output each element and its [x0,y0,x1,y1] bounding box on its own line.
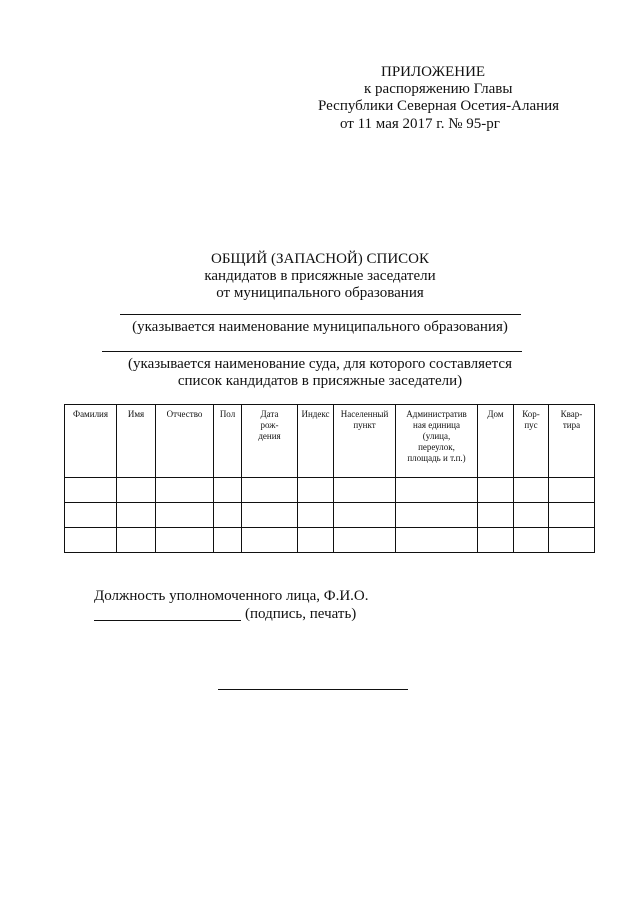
header-cell-name: Имя [117,405,156,478]
table-cell [242,478,298,503]
table-cell [396,503,478,528]
header-cell-patronymic: Отчество [156,405,214,478]
appendix-line-1: к распоряжению Главы [364,81,513,97]
document-subtitle-1: кандидатов в присяжные заседатели [204,268,436,284]
header-cell-postcode: Индекс [298,405,334,478]
appendix-title: ПРИЛОЖЕНИЕ [381,64,486,80]
appendix-line-3: от 11 мая 2017 г. № 95-рг [340,116,500,132]
table-header-row [65,405,595,478]
table-cell [514,528,549,553]
header-cell-locality: Населенный пункт [334,405,396,478]
table-cell [549,478,595,503]
table-row [65,503,595,528]
table-cell [334,503,396,528]
table-cell [65,478,117,503]
table-row [65,528,595,553]
table-cell [298,528,334,553]
position-label: Должность уполномоченного лица, Ф.И.О. [94,588,369,604]
header-cell-sex: Пол [214,405,242,478]
table-cell [334,478,396,503]
table-cell [478,478,514,503]
table-cell [214,503,242,528]
table-row [65,478,595,503]
table-cell [156,503,214,528]
table-cell [117,478,156,503]
table-cell [65,528,117,553]
table-cell [478,503,514,528]
table-cell [514,478,549,503]
table-cell [214,528,242,553]
table-cell [156,528,214,553]
table-cell [334,528,396,553]
appendix-line-2: Республики Северная Осетия-Алания [318,98,560,114]
header-cell-house: Дом [478,405,514,478]
signature-label: (подпись, печать) [245,606,357,622]
table-cell [549,528,595,553]
document-title: ОБЩИЙ (ЗАПАСНОЙ) СПИСОК [210,251,429,267]
table-cell [65,503,117,528]
table-cell [156,478,214,503]
court-note-2: список кандидатов в присяжные заседатели) [177,373,463,389]
header-cell-admin-unit: Административ ная единица (улица, переулок, площадь и т.п.) [396,405,478,478]
table-cell [514,503,549,528]
table-cell [298,503,334,528]
table-cell [396,528,478,553]
header-cell-birthdate: Дата рож- дения [242,405,298,478]
table-cell [117,503,156,528]
table-cell [298,478,334,503]
table-cell [396,478,478,503]
table-cell [117,528,156,553]
court-note-1: (указывается наименование суда, для которого составляется [128,356,512,372]
table-cell [242,503,298,528]
table-cell [478,528,514,553]
court-blank-line [102,351,522,352]
header-cell-surname: Фамилия [65,405,117,478]
municipality-note: (указывается наименование муниципального образования) [132,319,508,335]
document-subtitle-2: от муниципального образования [216,285,424,301]
signature-blank-line [94,620,241,621]
end-separator-line [218,689,408,690]
header-cell-apartment: Квар- тира [549,405,595,478]
municipality-blank-line [120,314,521,315]
table-cell [549,503,595,528]
candidates-table [64,404,595,553]
table-cell [242,528,298,553]
header-cell-building: Кор- пус [514,405,549,478]
table-cell [214,478,242,503]
